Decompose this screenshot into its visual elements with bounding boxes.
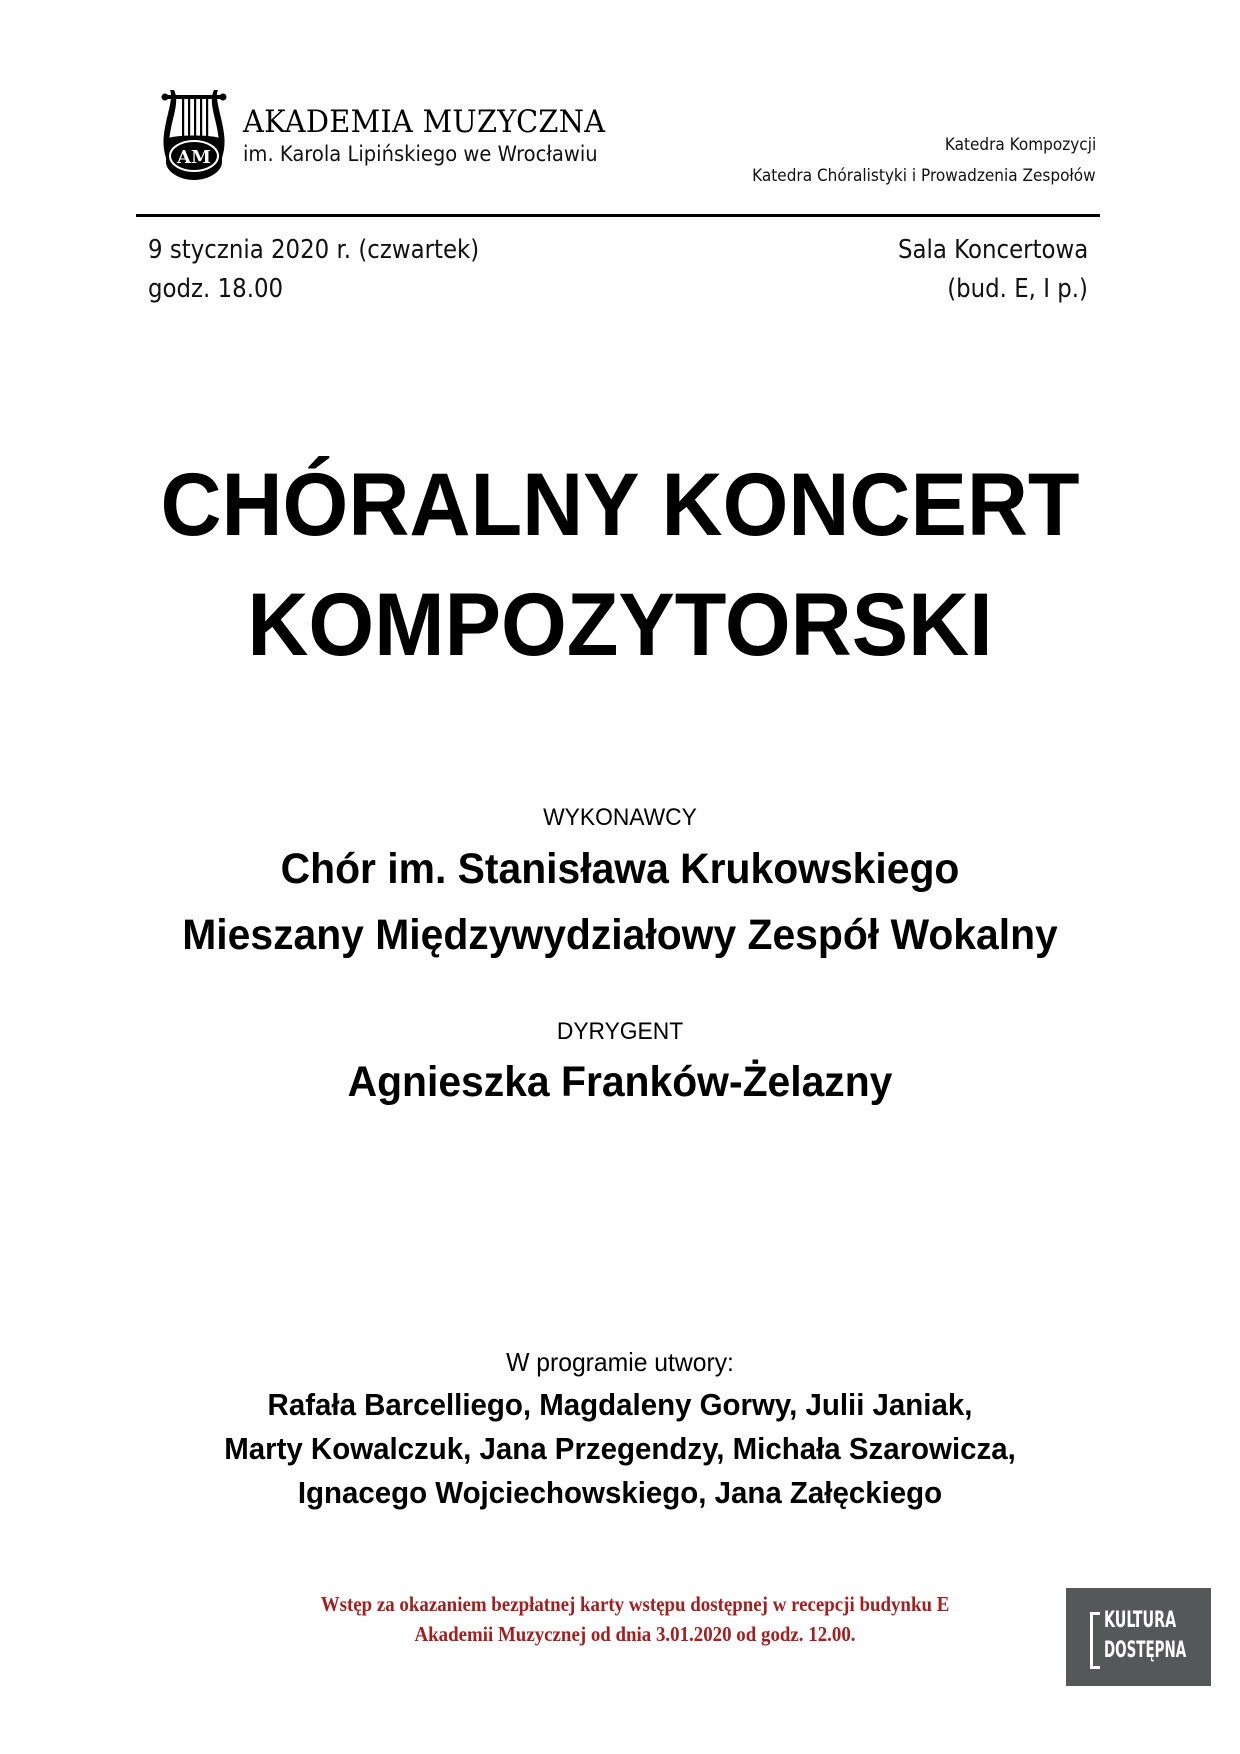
- performer-ensemble: Mieszany Międzywydziałowy Zespół Wokalny: [182, 911, 1058, 959]
- program-composers-line: Rafała Barcelliego, Magdaleny Gorwy, Julii Janiak,: [267, 1387, 973, 1422]
- event-venue-detail: (bud. E, I p.): [947, 274, 1088, 304]
- performers-label: WYKONAWCY: [543, 804, 697, 831]
- program-composers-line: Marty Kowalczuk, Jana Przegendzy, Michała Szarowicza,: [224, 1431, 1016, 1466]
- concert-title-line2: KOMPOZYTORSKI: [247, 574, 993, 674]
- lyre-icon: [160, 88, 228, 182]
- conductor-label: DYRYGENT: [556, 1018, 684, 1045]
- performer-choir: Chór im. Stanisława Krukowskiego: [280, 845, 960, 893]
- badge-line2: DOSTĘPNA: [1104, 1638, 1187, 1663]
- department-composition: Katedra Kompozycji: [944, 135, 1096, 155]
- admission-notice-line2: Akademii Muzycznej od dnia 3.01.2020 od godz. 12.00.: [414, 1622, 856, 1646]
- program-composers-line: Ignacego Wojciechowskiego, Jana Załęckiego: [297, 1475, 943, 1510]
- bracket-icon: [1090, 1612, 1100, 1669]
- admission-notice-line1: Wstęp za okazaniem bezpłatnej karty wstępu dostępnej w recepcji budynku E: [320, 1592, 950, 1616]
- event-venue: Sala Koncertowa: [897, 235, 1088, 265]
- institution-name: AKADEMIA MUZYCZNA: [243, 104, 606, 140]
- header-divider: [136, 214, 1100, 217]
- concert-title-line1: CHÓRALNY KONCERT: [160, 454, 1080, 554]
- badge-line1: KULTURA: [1104, 1608, 1177, 1633]
- svg-text:AM: AM: [177, 147, 211, 168]
- program-label: W programie utwory:: [506, 1347, 734, 1377]
- kultura-dostepna-logo: [1066, 1588, 1211, 1686]
- conductor-name: Agnieszka Franków-Żelazny: [347, 1058, 893, 1106]
- institution-subtitle: im. Karola Lipińskiego we Wrocławiu: [243, 142, 598, 166]
- department-choral: Katedra Chóralistyki i Prowadzenia Zespołów: [752, 166, 1096, 186]
- event-time: godz. 18.00: [148, 274, 284, 304]
- event-date: 9 stycznia 2020 r. (czwartek): [148, 235, 480, 265]
